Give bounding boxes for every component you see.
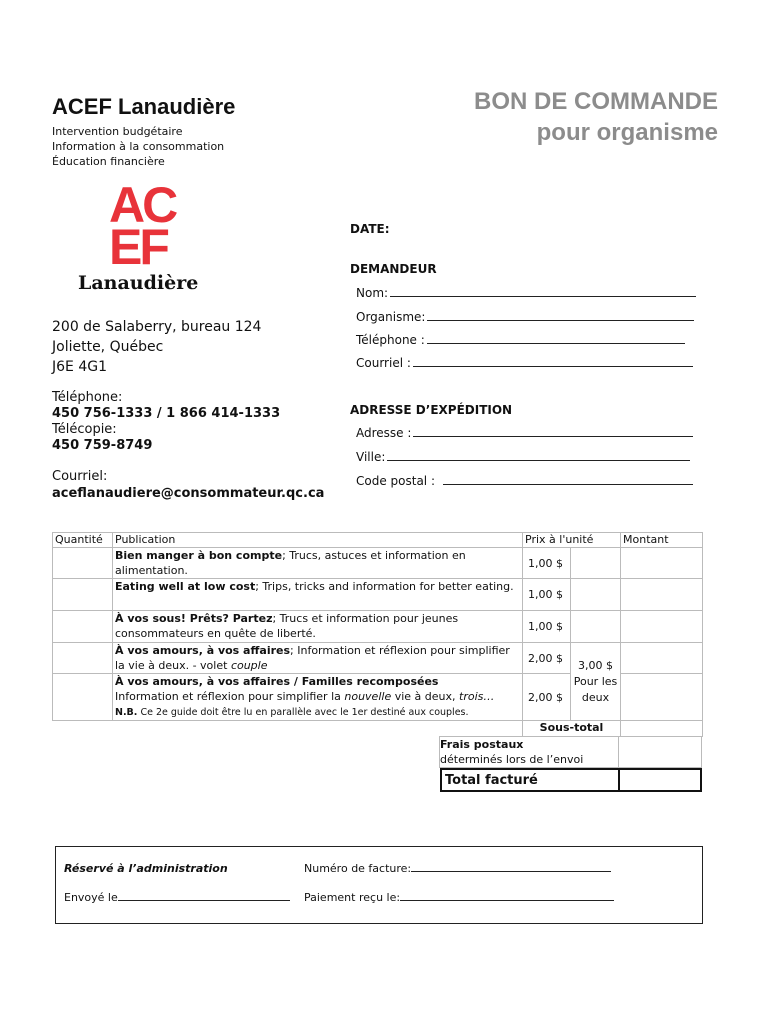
shipping-heading: ADRESSE D’EXPÉDITION [350,403,513,417]
qty-cell[interactable] [53,579,113,611]
total-amount-cell[interactable] [618,768,702,792]
adresse-label: Adresse : [356,426,412,440]
email-field[interactable] [356,356,693,370]
publication-desc-italic-2: trois… [459,690,495,703]
qty-cell[interactable] [53,674,113,721]
fax-number: 450 759-8749 [52,438,153,453]
date-field[interactable] [350,222,390,236]
telephone-line[interactable] [427,333,685,344]
city-field[interactable] [356,450,690,464]
name-label: Nom: [356,286,389,300]
sent-line[interactable] [118,891,290,901]
sent-label: Envoyé le [64,891,118,904]
ville-line[interactable] [387,450,690,461]
table-row [53,579,703,611]
publication-cell [113,643,523,674]
table-row [53,548,703,579]
logo-graphic [78,180,218,295]
publication-title: Eating well at low cost [115,580,256,593]
acef-logo [78,180,218,295]
combo-note: Pour les deux [573,674,618,704]
organization-name: ACEF Lanaudière [52,94,236,119]
date-label: DATE: [350,222,390,236]
qty-header: Quantité [53,533,113,548]
publication-desc: Information et réflexion pour simplifier la [115,690,345,703]
adresse-line[interactable] [413,426,693,437]
note-label: N.B. [115,707,138,718]
invoice-label: Numéro de facture: [304,862,412,875]
publication-cell [113,674,523,721]
admin-section [55,846,703,924]
phone-label: Téléphone: [52,390,123,405]
logo-letters-top: AC [109,180,176,233]
email-address: aceflanaudiere@consommateur.qc.ca [52,486,325,501]
unit-price-cell: 2,00 $ [523,643,571,674]
price-extra-cell [571,611,621,643]
postal-code-line[interactable] [443,474,693,485]
unit-price-header: Prix à l'unité [523,533,621,548]
tagline-1: Intervention budgétaire [52,125,183,138]
courriel-label: Courriel : [356,356,411,370]
payment-date-field[interactable] [304,891,614,904]
document-subtitle: pour organisme [536,119,718,146]
publication-desc-2: vie à deux, [391,690,460,703]
organization-field[interactable] [356,310,694,324]
qty-cell[interactable] [53,548,113,579]
order-table [52,532,703,737]
shipping-amount-cell[interactable] [618,736,702,768]
publication-desc: ; Trucs, astuces et information en alimentation. [115,549,466,577]
publication-cell [113,579,523,611]
telephone-field[interactable] [356,333,685,347]
publication-desc: ; Trips, tricks and information for better eating. [255,580,514,593]
publication-title: À vos amours, à vos affaires / Familles recomposées [115,675,439,688]
publication-title: À vos sous! Prêts? Partez [115,612,273,625]
publication-desc: ; Trucs et information pour jeunes consommateurs en quête de liberté. [115,612,459,640]
amount-cell[interactable] [621,579,703,611]
publication-desc-italic: nouvelle [344,690,392,703]
name-field[interactable] [356,286,696,300]
note-text: Ce 2e guide doit être lu en parallèle avec le 1er destiné aux couples. [137,707,469,718]
fax-label: Télécopie: [52,422,117,437]
amount-header: Montant [621,533,703,548]
shipping-label: Frais postaux [440,738,524,751]
requester-heading: DEMANDEUR [350,262,437,276]
telephone-label: Téléphone : [356,333,425,347]
ville-label: Ville: [356,450,386,464]
unit-price-cell: 1,00 $ [523,548,571,579]
qty-cell[interactable] [53,611,113,643]
table-row [53,643,703,674]
address-line-2: Joliette, Québec [52,339,164,355]
address-field[interactable] [356,426,693,440]
total-label: Total facturé [440,768,620,792]
invoice-number-field[interactable] [304,862,611,875]
unit-price-cell: 1,00 $ [523,579,571,611]
sent-date-field[interactable] [64,891,290,904]
combo-price: 3,00 $ [578,658,613,672]
subtotal-row [53,721,703,737]
email-label: Courriel: [52,469,108,484]
price-extra-cell [571,579,621,611]
phone-number: 450 756-1333 / 1 866 414-1333 [52,406,281,421]
amount-cell[interactable] [621,674,703,721]
organization-label: Organisme: [356,310,426,324]
publication-title: À vos amours, à vos affaires [115,644,291,657]
table-row [53,611,703,643]
invoice-line[interactable] [411,862,611,872]
pub-header: Publication [113,533,523,548]
amount-cell[interactable] [621,548,703,579]
amount-cell[interactable] [621,643,703,674]
admin-heading: Réservé à l’administration [64,862,228,875]
document-title: BON DE COMMANDE [474,88,718,115]
postal-code-field[interactable] [356,474,693,488]
address-line-1: 200 de Salaberry, bureau 124 [52,319,262,335]
amount-cell[interactable] [621,611,703,643]
payment-label: Paiement reçu le: [304,891,401,904]
publication-cell [113,548,523,579]
address-line-3: J6E 4G1 [52,359,107,375]
publication-cell [113,611,523,643]
payment-line[interactable] [400,891,614,901]
publication-desc: ; Information et réflexion pour simplifier la vie à deux. - volet [115,644,510,672]
unit-price-cell: 1,00 $ [523,611,571,643]
name-line[interactable] [390,286,696,297]
publication-title: Bien manger à bon compte [115,549,283,562]
logo-word: Lanaudière [78,272,199,294]
tagline-3: Éducation financière [52,155,165,168]
subtotal-cell[interactable] [621,721,703,737]
tagline-2: Information à la consommation [52,140,225,153]
postal-code-label: Code postal : [356,474,435,488]
organization-line[interactable] [427,310,694,321]
price-extra-cell [571,548,621,579]
subtotal-label: Sous-total [523,721,621,737]
logo-letters-bottom: EF [109,219,167,275]
table-header-row [53,533,703,548]
unit-price-cell: 2,00 $ [523,674,571,721]
shipping-cost-box [439,736,618,768]
qty-cell[interactable] [53,643,113,674]
courriel-line[interactable] [413,356,693,367]
combo-price-cell [571,643,621,721]
shipping-note: déterminés lors de l’envoi [440,753,584,766]
publication-desc-italic: couple [230,659,268,672]
